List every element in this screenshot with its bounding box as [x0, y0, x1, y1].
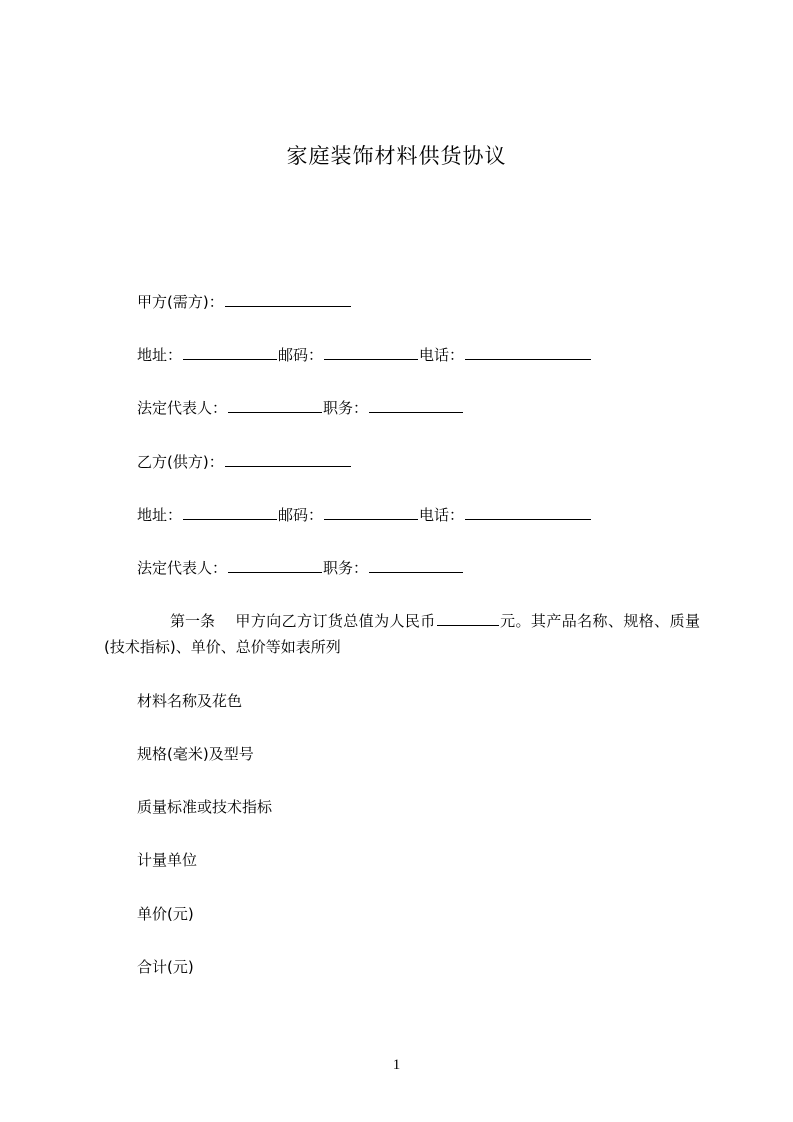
- article-1-label: 第一条: [170, 612, 216, 630]
- party-a-position-label: 职务：: [323, 399, 369, 417]
- party-a-line: [137, 292, 352, 312]
- party-b-postcode-label: 邮码：: [278, 506, 324, 524]
- party-b-blank: [225, 452, 351, 467]
- party-b-phone-blank: [465, 505, 591, 520]
- party-a-phone-blank: [465, 345, 591, 360]
- party-a-address-label: 地址：: [137, 346, 183, 364]
- document-title: 家庭装饰材料供货协议: [286, 144, 507, 168]
- party-a-phone-label: 电话：: [419, 346, 465, 364]
- party-b-position-label: 职务：: [323, 559, 369, 577]
- party-b-rep-line: [137, 558, 464, 578]
- page-number: 1: [392, 1057, 401, 1073]
- party-a-label: 甲方(需方)：: [137, 293, 224, 311]
- article-1-text-before: 甲方向乙方订货总值为人民币: [235, 612, 436, 630]
- party-b-label: 乙方(供方)：: [137, 453, 224, 471]
- party-b-contact-line: [137, 505, 592, 525]
- party-a-rep-label: 法定代表人：: [137, 399, 228, 417]
- party-b-phone-label: 电话：: [419, 506, 465, 524]
- field-unit-price: 单价(元): [137, 905, 194, 923]
- party-b-rep-blank: [228, 558, 322, 573]
- party-a-position-blank: [369, 398, 463, 413]
- field-unit: 计量单位: [137, 851, 198, 869]
- party-a-postcode-blank: [324, 345, 418, 360]
- party-b-line: [137, 452, 352, 472]
- field-material-name: 材料名称及花色: [137, 692, 243, 710]
- party-a-address-blank: [183, 345, 277, 360]
- field-total: 合计(元): [137, 958, 194, 976]
- party-b-address-blank: [183, 505, 277, 520]
- party-a-rep-blank: [228, 398, 322, 413]
- field-spec-model: 规格(毫米)及型号: [137, 745, 254, 763]
- party-a-blank: [225, 292, 351, 307]
- article-1-amount-blank: [437, 611, 499, 626]
- field-quality-standard: 质量标准或技术指标: [137, 798, 273, 816]
- party-a-rep-line: [137, 398, 464, 418]
- party-a-contact-line: [137, 345, 592, 365]
- party-b-position-blank: [369, 558, 463, 573]
- party-b-rep-label: 法定代表人：: [137, 559, 228, 577]
- article-1-text-after: 元。其产品名称、规格、质量(技术指标)、单价、总价等如表所列: [104, 612, 700, 656]
- party-a-postcode-label: 邮码：: [278, 346, 324, 364]
- party-b-address-label: 地址：: [137, 506, 183, 524]
- party-b-postcode-blank: [324, 505, 418, 520]
- article-1-paragraph: [104, 608, 700, 660]
